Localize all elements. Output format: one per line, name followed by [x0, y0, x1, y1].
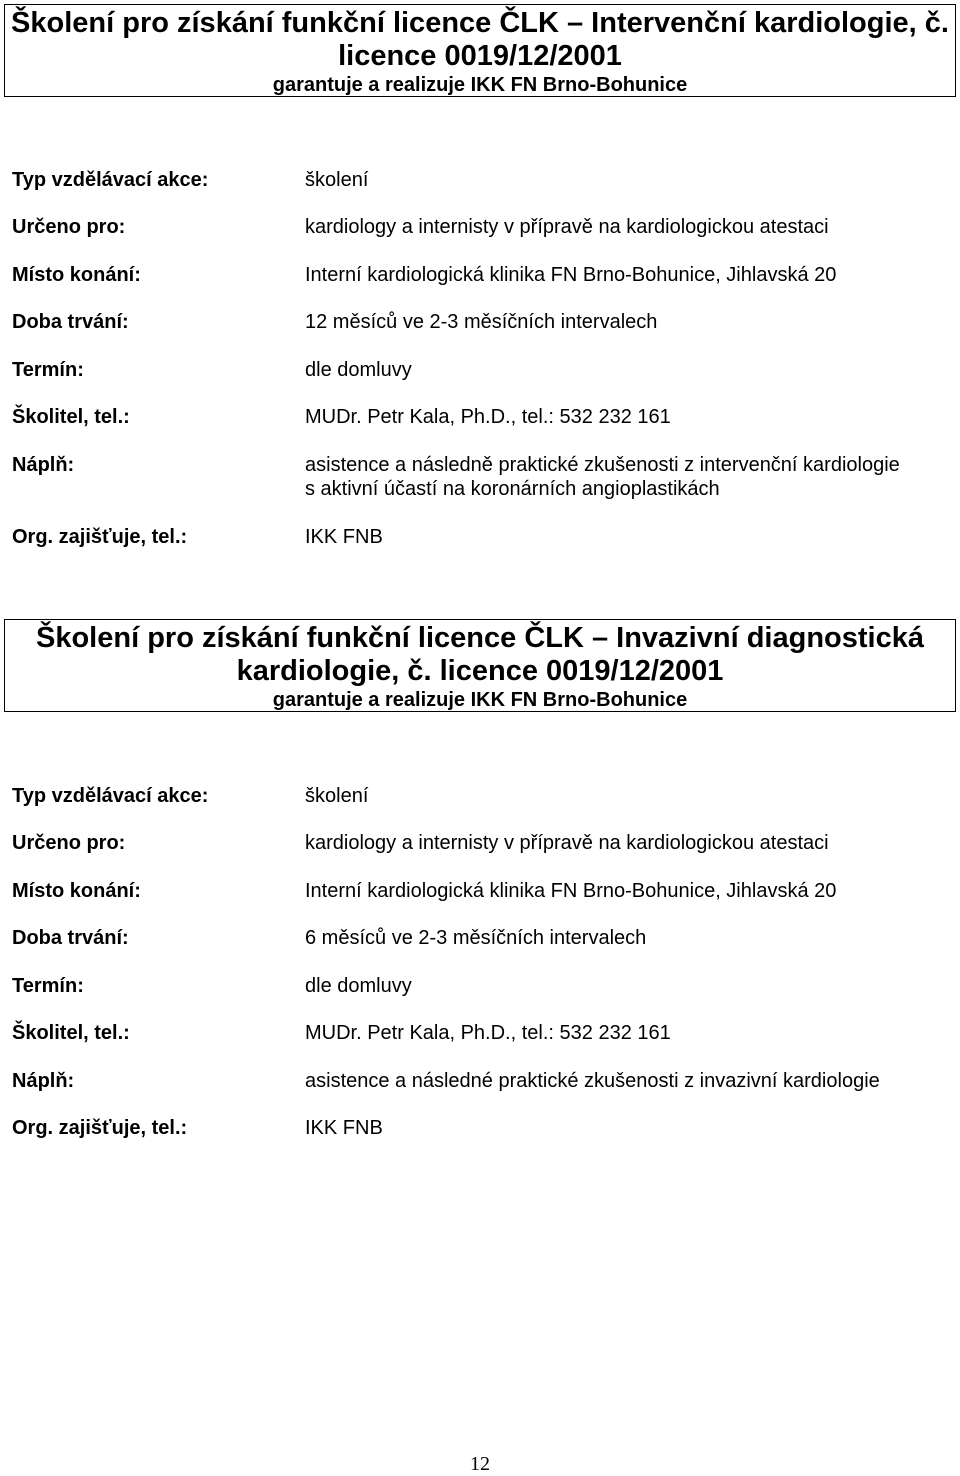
section2-napln-label: Náplň: — [12, 1070, 75, 1092]
section2-termin-value: dle domluvy — [305, 975, 412, 997]
section1-misto-label: Místo konání: — [12, 264, 141, 286]
section1-skolitel-value: MUDr. Petr Kala, Ph.D., tel.: 532 232 161 — [305, 406, 671, 428]
section1-title-line1: Školení pro získání funkční licence ČLK – Intervenční kardiologie, č. — [11, 7, 949, 39]
section2-misto-value: Interní kardiologická klinika FN Brno-Bohunice, Jihlavská 20 — [305, 880, 837, 902]
section2-title-line2: kardiologie, č. licence 0019/12/2001 — [236, 655, 724, 687]
section1-napln-label: Náplň: — [12, 454, 75, 476]
section1-typ-value: školení — [305, 169, 369, 191]
section2-doba-value: 6 měsíců ve 2-3 měsíčních intervalech — [305, 927, 647, 949]
section2-misto-label: Místo konání: — [12, 880, 141, 902]
section2-org-label: Org. zajišťuje, tel.: — [12, 1117, 188, 1139]
section1-doba-value: 12 měsíců ve 2-3 měsíčních intervalech — [305, 311, 658, 333]
section1-title-line2: licence 0019/12/2001 — [338, 40, 622, 72]
section2-skolitel-value: MUDr. Petr Kala, Ph.D., tel.: 532 232 161 — [305, 1022, 671, 1044]
section1-org-value: IKK FNB — [305, 526, 383, 548]
section2-skolitel-label: Školitel, tel.: — [12, 1022, 130, 1044]
section1-urceno-label: Určeno pro: — [12, 216, 126, 238]
section2-subtitle: garantuje a realizuje IKK FN Brno-Bohunice — [272, 689, 688, 711]
section2-title-line1: Školení pro získání funkční licence ČLK – Invazivní diagnostická — [36, 622, 924, 654]
section2-napln-value: asistence a následné praktické zkušenosti z invazivní kardiologie — [305, 1070, 880, 1092]
section2-header — [4, 619, 956, 712]
section1-misto-value: Interní kardiologická klinika FN Brno-Bohunice, Jihlavská 20 — [305, 264, 837, 286]
section2-typ-label: Typ vzdělávací akce: — [12, 785, 209, 807]
section1-doba-label: Doba trvání: — [12, 311, 129, 333]
section1-header — [4, 4, 956, 97]
section1-napln-value-line2: s aktivní účastí na koronárních angioplastikách — [305, 478, 720, 500]
section2-typ-value: školení — [305, 785, 369, 807]
section1-org-label: Org. zajišťuje, tel.: — [12, 526, 188, 548]
section2-termin-label: Termín: — [12, 975, 84, 997]
section1-termin-value: dle domluvy — [305, 359, 412, 381]
page-number: 12 — [470, 1453, 490, 1475]
section2-org-value: IKK FNB — [305, 1117, 383, 1139]
section1-subtitle: garantuje a realizuje IKK FN Brno-Bohunice — [272, 74, 688, 96]
section1-typ-label: Typ vzdělávací akce: — [12, 169, 209, 191]
section1-napln-value-line1: asistence a následně praktické zkušenosti z intervenční kardiologie — [305, 454, 900, 476]
section2-urceno-value: kardiology a internisty v přípravě na kardiologickou atestaci — [305, 832, 829, 854]
section1-termin-label: Termín: — [12, 359, 84, 381]
section1-urceno-value: kardiology a internisty v přípravě na kardiologickou atestaci — [305, 216, 829, 238]
section2-urceno-label: Určeno pro: — [12, 832, 126, 854]
section1-skolitel-label: Školitel, tel.: — [12, 406, 130, 428]
section2-doba-label: Doba trvání: — [12, 927, 129, 949]
